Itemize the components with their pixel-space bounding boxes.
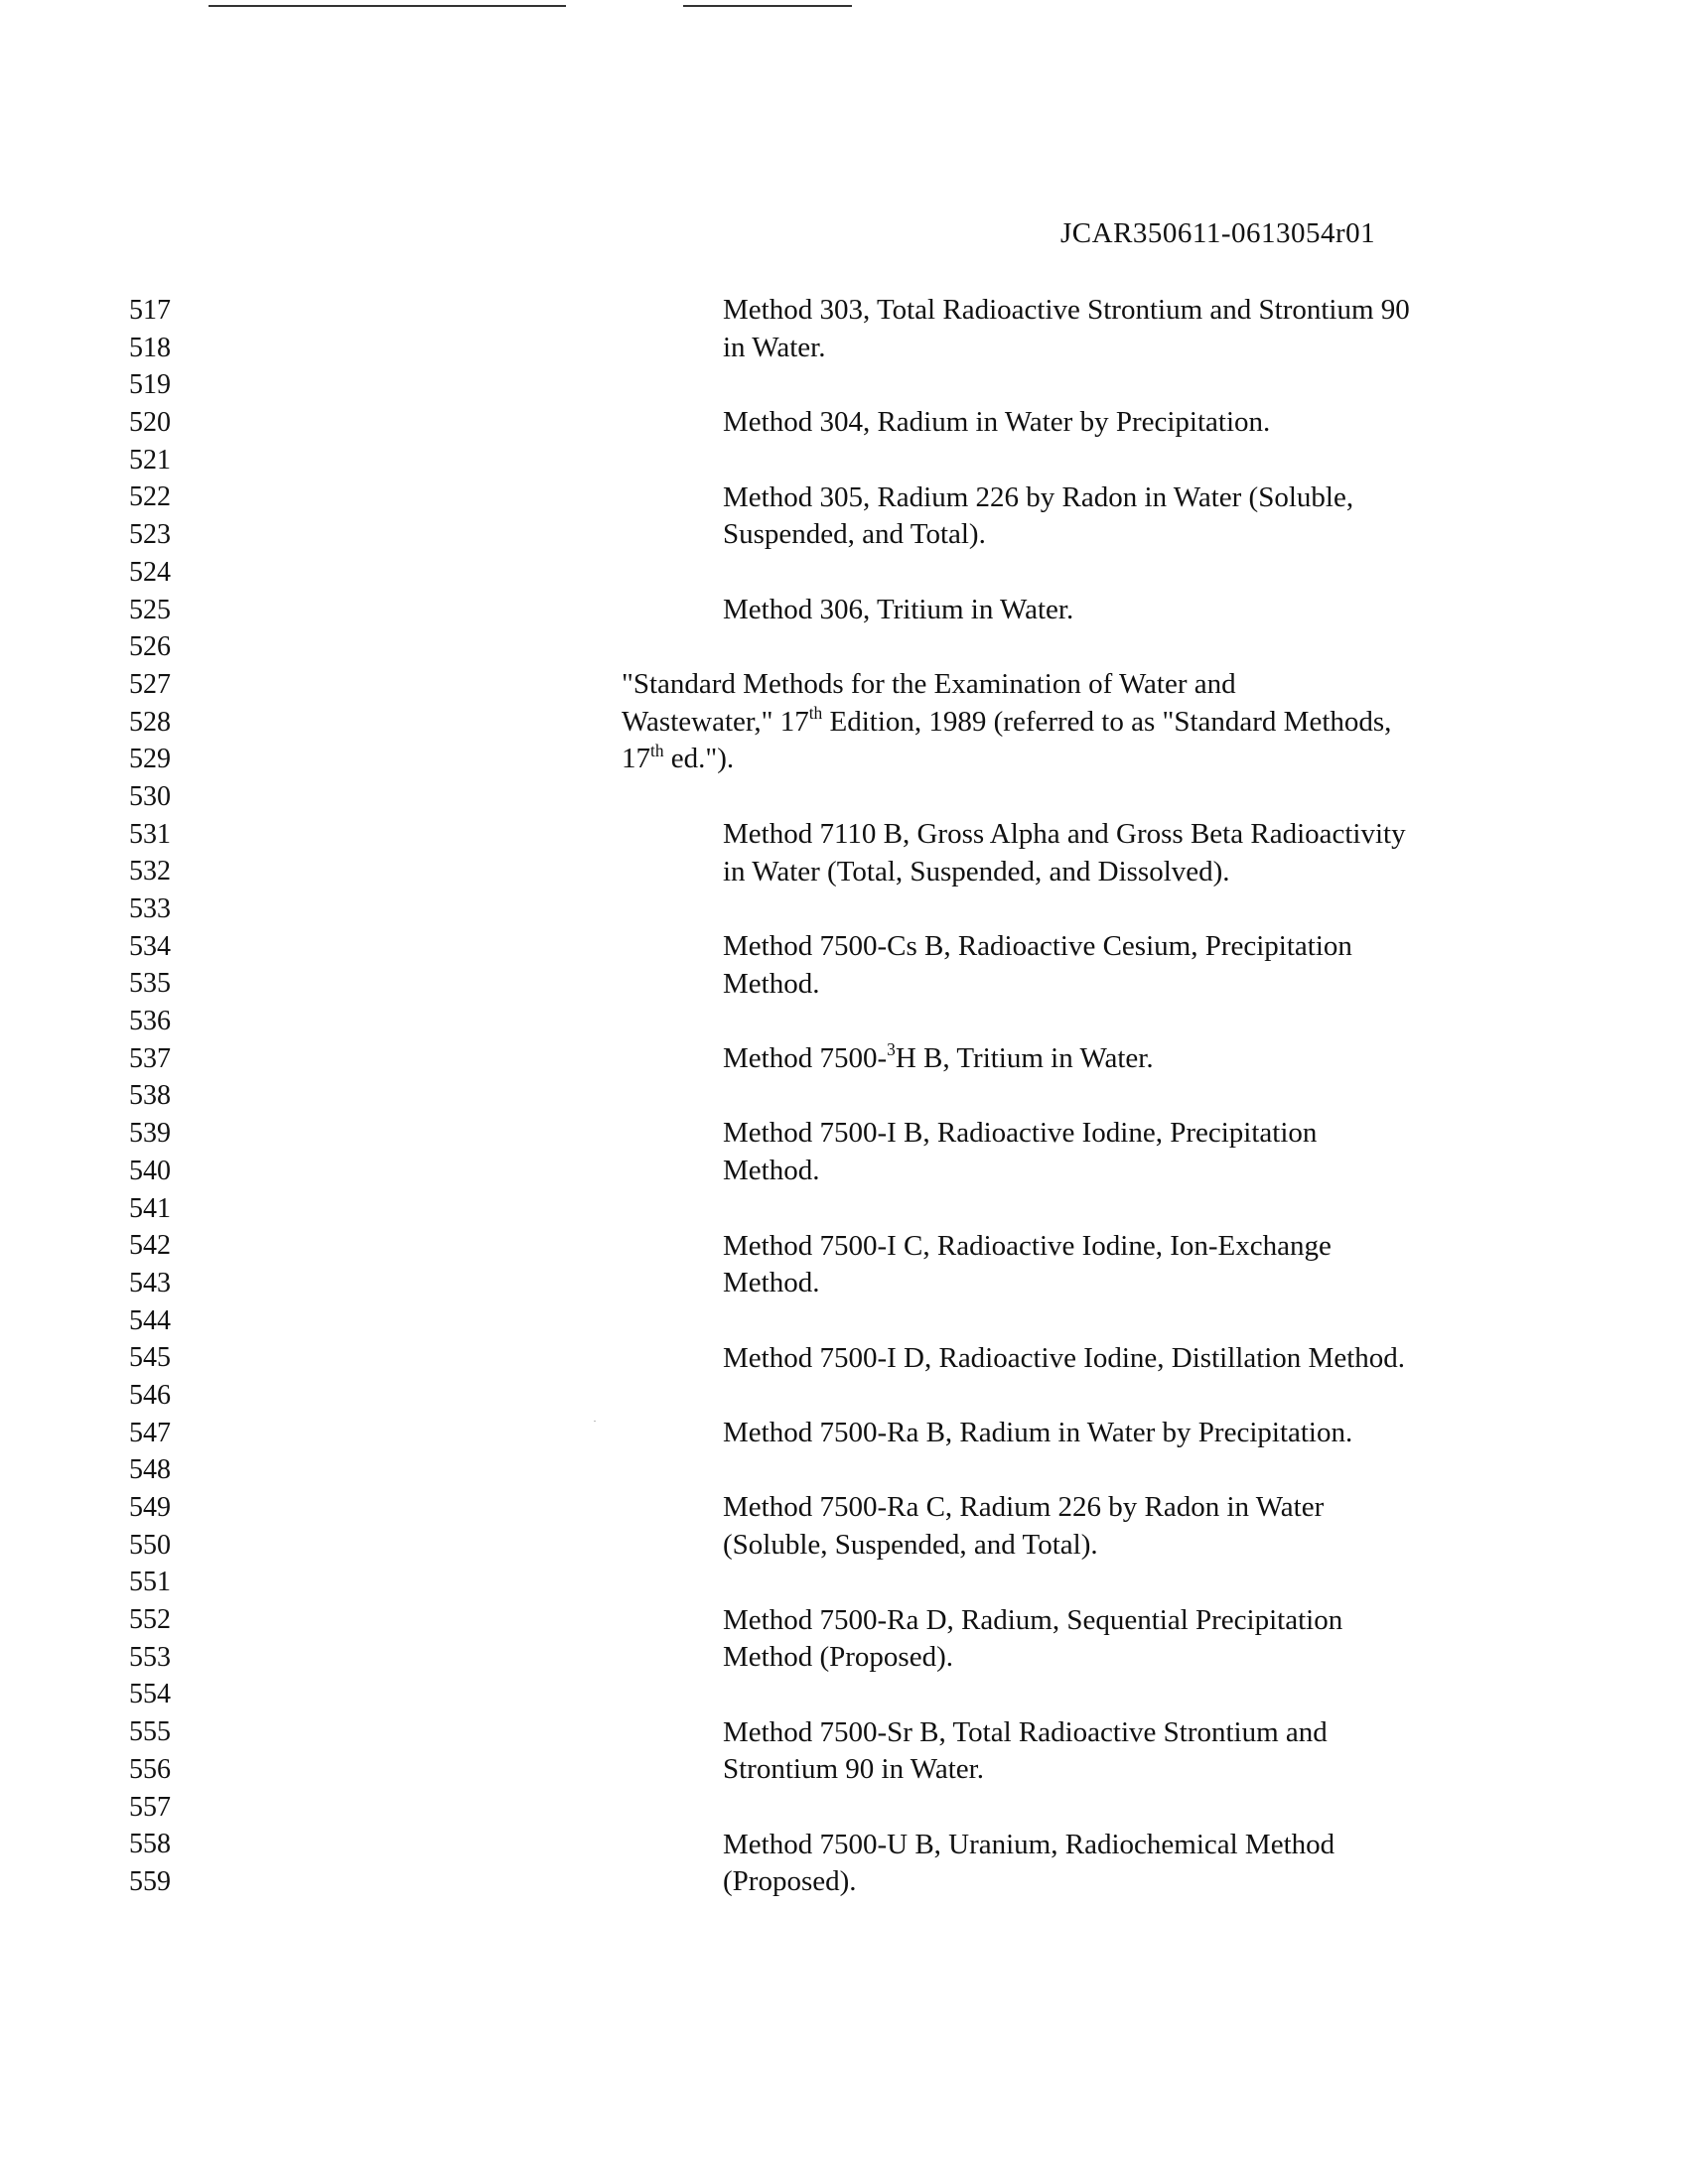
line-number: 550 xyxy=(129,1529,171,1561)
text-line: Method (Proposed). xyxy=(723,1641,953,1674)
line-number: 522 xyxy=(129,481,171,513)
method-7500-u-b-entry xyxy=(723,1827,1334,1901)
text-line: in Water (Total, Suspended, and Dissolved). xyxy=(723,855,1230,887)
line-number: 519 xyxy=(129,369,171,401)
text-line: Method 7500-I D, Radioactive Iodine, Distillation Method. xyxy=(723,1341,1406,1374)
text-line: Suspended, and Total). xyxy=(723,518,986,551)
method-7500-ra-d-entry xyxy=(723,1602,1342,1677)
line-number: 520 xyxy=(129,407,171,439)
top-rule-right xyxy=(683,5,852,7)
line-number: 532 xyxy=(129,856,171,887)
text-line: Method. xyxy=(723,967,820,1000)
text-line: (Soluble, Suspended, and Total). xyxy=(723,1529,1098,1562)
line-number: 530 xyxy=(129,780,171,812)
text-line: Method 7500-Cs B, Radioactive Cesium, Precipitation xyxy=(723,929,1352,962)
top-rule-left xyxy=(209,5,566,7)
line-number: 533 xyxy=(129,893,171,924)
text-line: Method 7500-$^3$H B, Tritium in Water. xyxy=(723,1039,1154,1074)
line-number: 534 xyxy=(129,930,171,962)
text-line: Method 7500-Ra D, Radium, Sequential Precipitation xyxy=(723,1603,1343,1636)
text-line: Method 7500-I C, Radioactive Iodine, Ion-Exchange xyxy=(723,1229,1332,1262)
method-7500-i-c-entry xyxy=(723,1228,1332,1302)
line-number-column xyxy=(129,292,189,1901)
text-line: Strontium 90 in Water. xyxy=(723,1753,984,1786)
line-number: 517 xyxy=(129,295,171,326)
line-number: 542 xyxy=(129,1230,171,1262)
line-number: 541 xyxy=(129,1192,171,1224)
line-number: 549 xyxy=(129,1492,171,1523)
method-306-entry xyxy=(723,592,1073,629)
text-line: Method 7500-Ra C, Radium 226 by Radon in Water xyxy=(723,1491,1325,1524)
method-304-entry xyxy=(723,404,1270,442)
standard-methods-reference xyxy=(622,666,1391,778)
text-line: Wastewater," 17th Edition, 1989 (referred to as "Standard Methods, xyxy=(622,703,1392,738)
document-id: JCAR350611-0613054r01 xyxy=(1060,217,1376,249)
text-line: in Water. xyxy=(723,331,826,363)
method-303-entry xyxy=(723,292,1410,366)
method-7500-cs-b-entry xyxy=(723,928,1352,1003)
method-7500-i-b-entry xyxy=(723,1115,1317,1189)
method-7500-ra-c-entry xyxy=(723,1489,1324,1564)
line-number: 538 xyxy=(129,1080,171,1112)
method-7500-i-d-entry xyxy=(723,1340,1405,1378)
line-number: 556 xyxy=(129,1753,171,1785)
text-line: Method 304, Radium in Water by Precipitation. xyxy=(723,406,1271,439)
line-number: 546 xyxy=(129,1379,171,1411)
text-line: Method 303, Total Radioactive Strontium and Strontium 90 xyxy=(723,294,1410,326)
line-number: 559 xyxy=(129,1865,171,1897)
line-number: 552 xyxy=(129,1604,171,1636)
text-line: Method 7500-Sr B, Total Radioactive Strontium and xyxy=(723,1715,1328,1748)
method-7110b-entry xyxy=(723,816,1406,890)
line-number: 557 xyxy=(129,1791,171,1823)
line-number: 543 xyxy=(129,1267,171,1298)
text-line: Method 7110 B, Gross Alpha and Gross Beta Radioactivity xyxy=(723,817,1406,850)
text-line: Method 7500-Ra B, Radium in Water by Precipitation. xyxy=(723,1417,1353,1448)
line-number: 551 xyxy=(129,1567,171,1598)
line-number: 537 xyxy=(129,1042,171,1074)
line-number: 544 xyxy=(129,1304,171,1336)
line-number: 531 xyxy=(129,818,171,850)
text-line: (Proposed). xyxy=(723,1865,857,1898)
text-line: "Standard Methods for the Examination of Water and xyxy=(622,668,1236,700)
line-number: 529 xyxy=(129,744,171,775)
line-number: 536 xyxy=(129,1006,171,1037)
text-line: Method. xyxy=(723,1267,820,1299)
method-305-entry xyxy=(723,479,1353,554)
method-7500-3h-b-entry xyxy=(723,1040,1154,1078)
line-number: 527 xyxy=(129,668,171,700)
line-number: 558 xyxy=(129,1829,171,1860)
line-number: 548 xyxy=(129,1454,171,1486)
method-7500-sr-b-entry xyxy=(723,1714,1328,1789)
line-number: 547 xyxy=(129,1417,171,1448)
scan-speck xyxy=(594,1421,596,1422)
text-line: Method 7500-U B, Uranium, Radiochemical Method xyxy=(723,1828,1335,1860)
line-number: 555 xyxy=(129,1716,171,1748)
method-7500-ra-b-entry xyxy=(723,1415,1352,1452)
text-line: Method. xyxy=(723,1155,820,1187)
line-number: 545 xyxy=(129,1342,171,1374)
line-number: 524 xyxy=(129,556,171,588)
line-number: 535 xyxy=(129,968,171,1000)
line-number: 526 xyxy=(129,631,171,663)
line-number: 528 xyxy=(129,706,171,738)
line-number: 539 xyxy=(129,1118,171,1150)
line-number: 523 xyxy=(129,519,171,551)
line-number: 540 xyxy=(129,1155,171,1186)
line-number: 518 xyxy=(129,332,171,363)
text-line: Method 305, Radium 226 by Radon in Water (Soluble, xyxy=(723,480,1354,513)
line-number: 554 xyxy=(129,1679,171,1710)
line-number: 525 xyxy=(129,594,171,625)
text-line: Method 7500-I B, Radioactive Iodine, Precipitation xyxy=(723,1117,1318,1150)
text-line: 17th ed."). xyxy=(622,740,735,775)
text-line: Method 306, Tritium in Water. xyxy=(723,593,1074,625)
line-number: 553 xyxy=(129,1641,171,1673)
line-number: 521 xyxy=(129,444,171,476)
